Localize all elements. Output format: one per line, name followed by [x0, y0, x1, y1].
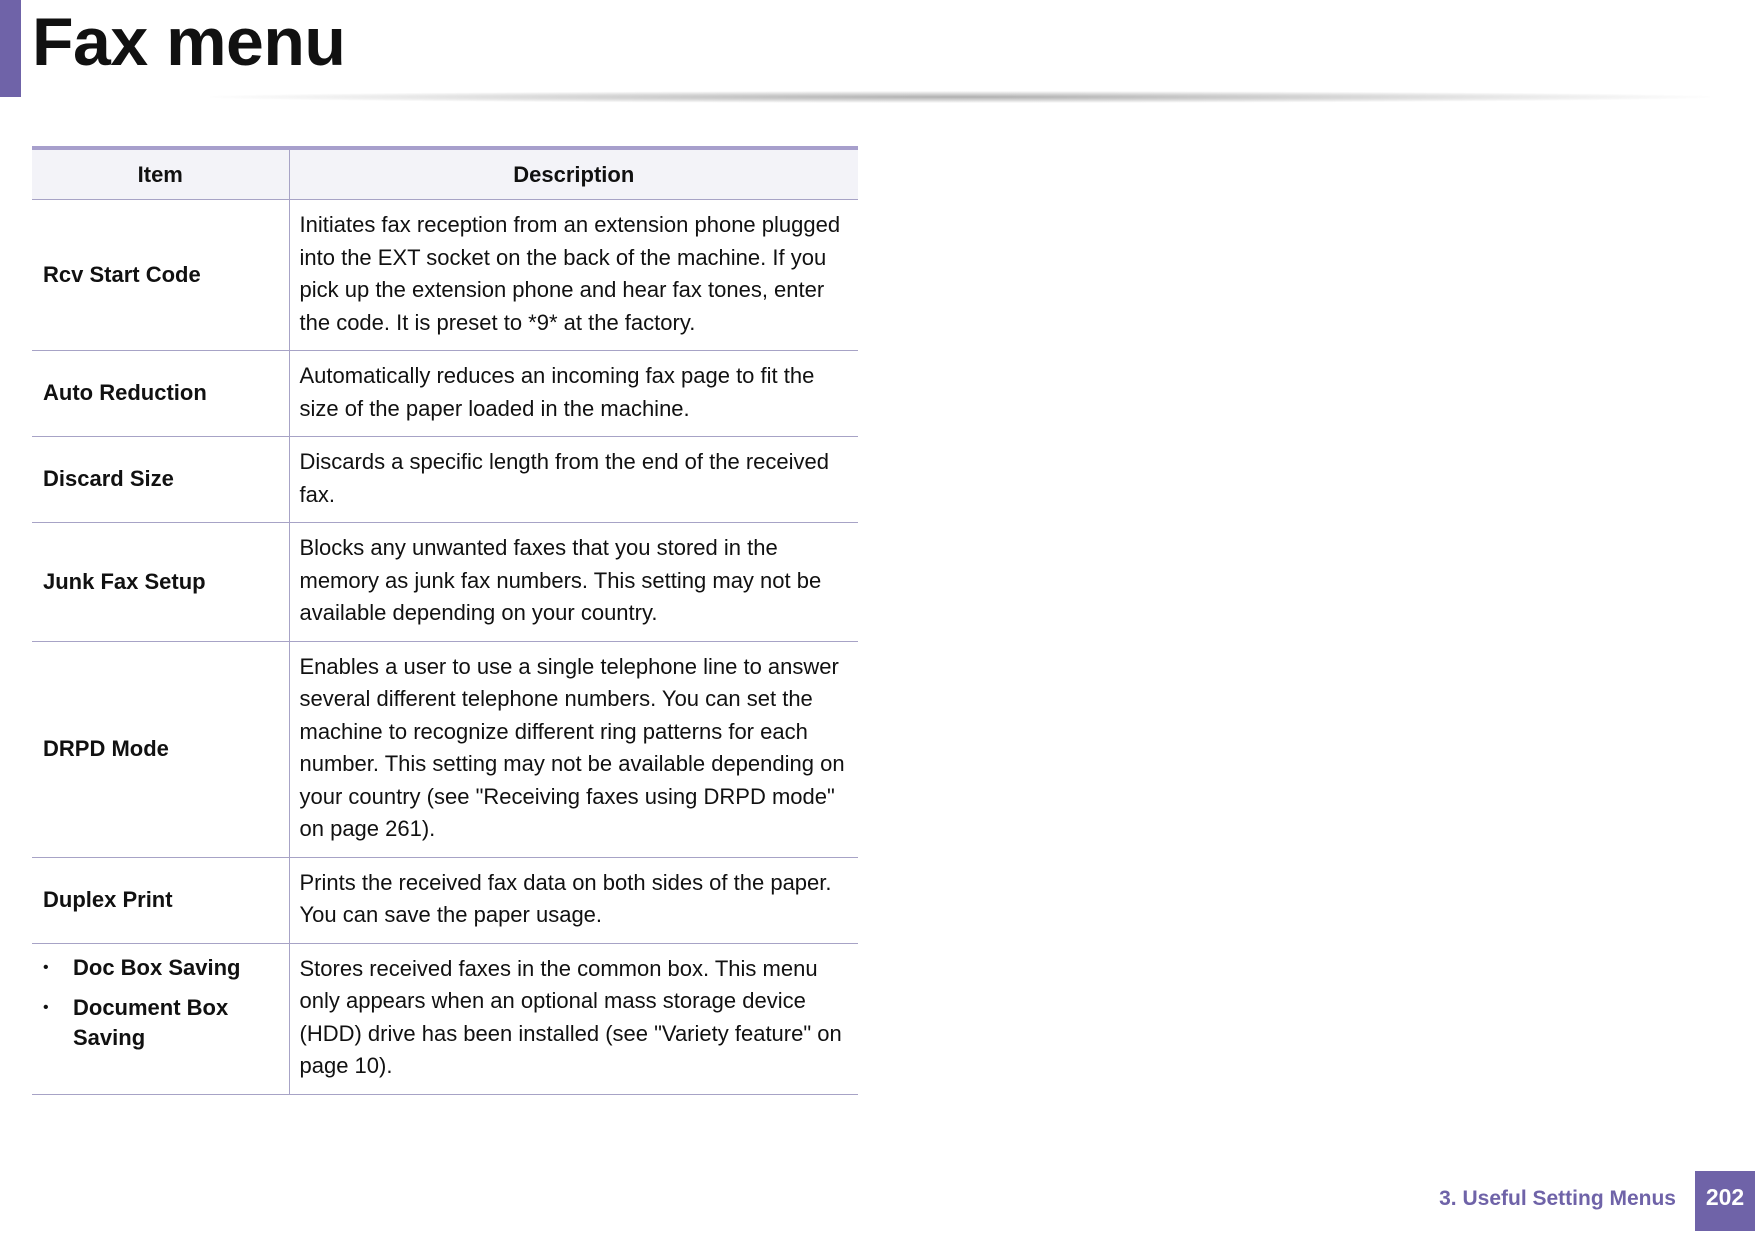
bullet-icon: • [43, 958, 49, 976]
item-cell: DRPD Mode [32, 641, 289, 857]
list-item-label: Document Box Saving [73, 994, 229, 1050]
title-divider [210, 91, 1710, 103]
column-header-description: Description [289, 148, 858, 200]
description-cell: Blocks any unwanted faxes that you stored in the memory as junk fax numbers. This setting may not be available depending on your country. [289, 523, 858, 642]
item-bullet-list [43, 953, 289, 1053]
description-cell: Prints the received fax data on both sides of the paper. You can save the paper usage. [289, 857, 858, 943]
item-cell [32, 943, 289, 1094]
table-row [32, 641, 858, 857]
list-item [43, 993, 289, 1053]
item-cell: Duplex Print [32, 857, 289, 943]
item-cell: Discard Size [32, 437, 289, 523]
table-row [32, 523, 858, 642]
table-header-row [32, 148, 858, 200]
page-number-badge: 202 [1695, 1171, 1755, 1231]
column-header-item: Item [32, 148, 289, 200]
title-accent-bar [0, 0, 21, 97]
list-item [43, 953, 289, 983]
table-row [32, 857, 858, 943]
item-cell: Auto Reduction [32, 351, 289, 437]
page-title: Fax menu [32, 4, 346, 80]
footer-chapter-label: 3. Useful Setting Menus [1439, 1187, 1676, 1210]
description-cell: Stores received faxes in the common box. This menu only appears when an optional mass storage device (HDD) drive has been installed (see "Variety feature" on page 10). [289, 943, 858, 1094]
table-row [32, 437, 858, 523]
list-item-label: Doc Box Saving [73, 954, 241, 980]
description-cell: Automatically reduces an incoming fax page to fit the size of the paper loaded in the machine. [289, 351, 858, 437]
item-cell: Rcv Start Code [32, 200, 289, 351]
bullet-icon: • [43, 998, 49, 1016]
table-row [32, 351, 858, 437]
description-cell: Enables a user to use a single telephone line to answer several different telephone numbers. You can set the machine to recognize different ring patterns for each number. This setting may not be available depending on your country (see "Receiving faxes using DRPD mode" on page 261). [289, 641, 858, 857]
description-cell: Discards a specific length from the end of the received fax. [289, 437, 858, 523]
table-row [32, 943, 858, 1094]
table-row [32, 200, 858, 351]
fax-menu-table [32, 146, 858, 1095]
description-cell: Initiates fax reception from an extension phone plugged into the EXT socket on the back of the machine. If you pick up the extension phone and hear fax tones, enter the code. It is preset to *9* at the factory. [289, 200, 858, 351]
item-cell: Junk Fax Setup [32, 523, 289, 642]
